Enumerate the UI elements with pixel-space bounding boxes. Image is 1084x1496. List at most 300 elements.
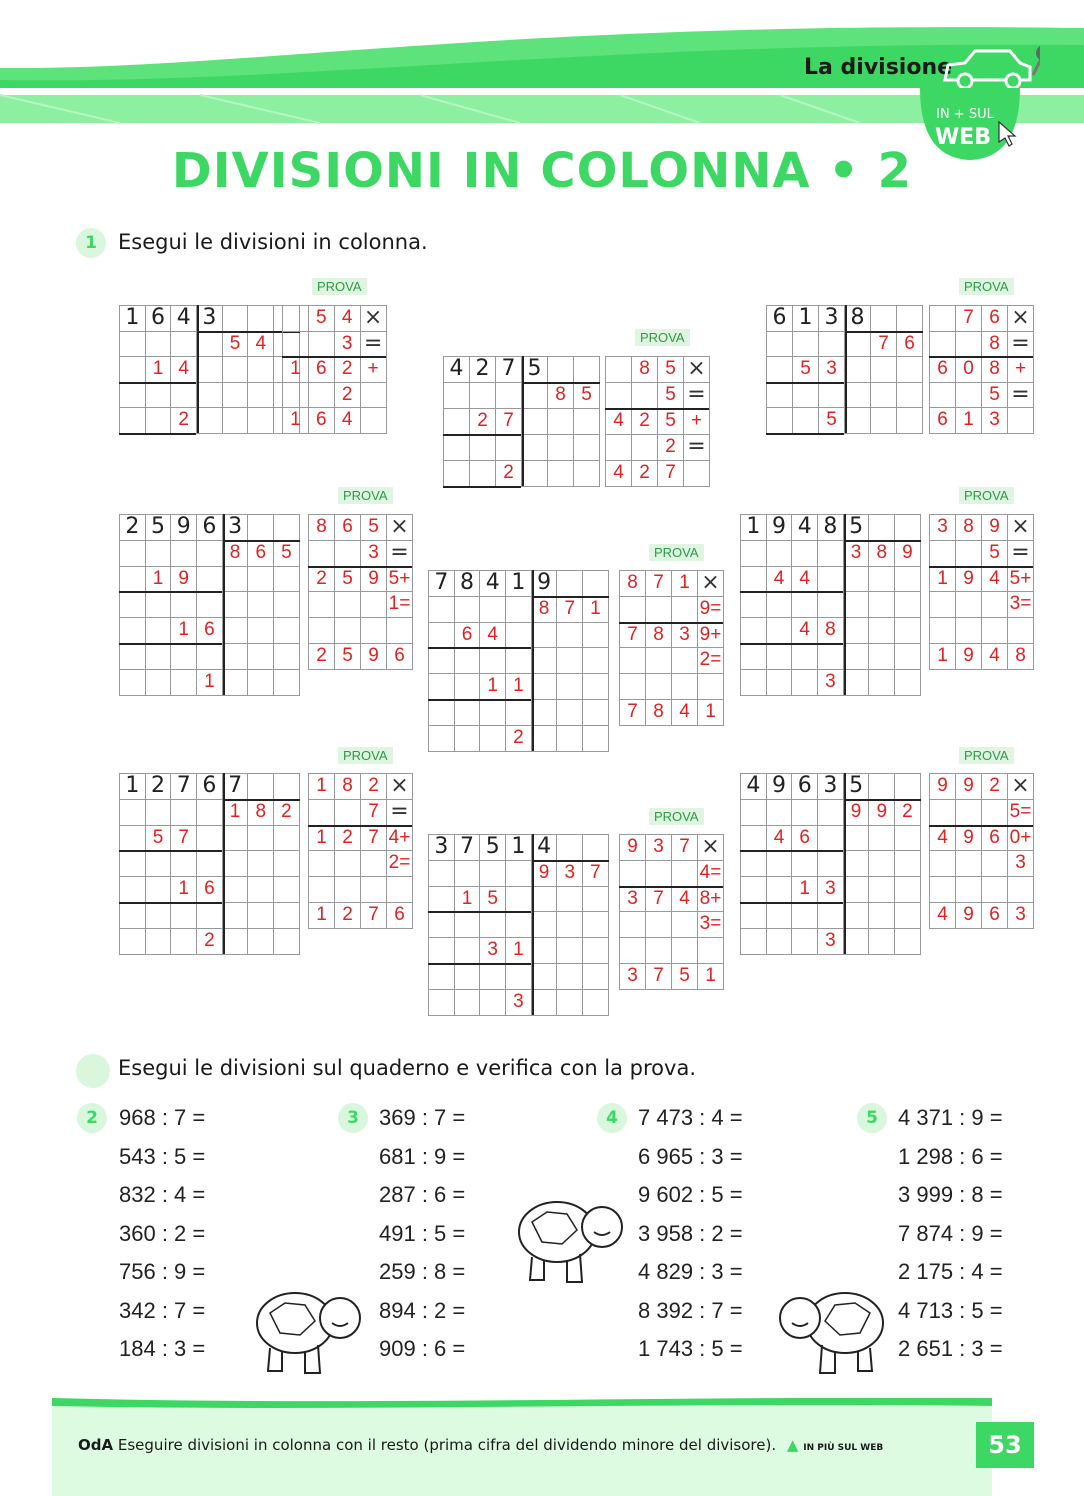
- step-cell[interactable]: [869, 618, 895, 644]
- dividend-cell[interactable]: 6: [146, 306, 172, 332]
- prova-cell[interactable]: [672, 861, 698, 887]
- prova-cell[interactable]: +: [1008, 357, 1034, 383]
- step-cell[interactable]: [197, 592, 223, 618]
- step-cell[interactable]: [455, 674, 481, 700]
- step-cell[interactable]: [792, 851, 818, 877]
- dividend-cell[interactable]: [583, 571, 609, 597]
- prova-cell[interactable]: [606, 357, 632, 383]
- prova-cell[interactable]: [335, 618, 361, 644]
- step-cell[interactable]: [532, 648, 558, 674]
- step-cell[interactable]: [429, 861, 455, 887]
- step-cell[interactable]: [455, 726, 481, 752]
- prova-cell[interactable]: 4: [335, 408, 361, 434]
- step-cell[interactable]: [455, 938, 481, 964]
- prova-cell[interactable]: [646, 648, 672, 674]
- prova-cell[interactable]: 6: [930, 357, 956, 383]
- prova-cell[interactable]: 5: [335, 644, 361, 670]
- step-cell[interactable]: [767, 851, 793, 877]
- dividend-cell[interactable]: 1: [120, 774, 146, 800]
- prova-cell[interactable]: [309, 592, 335, 618]
- step-cell[interactable]: [844, 877, 870, 903]
- step-cell[interactable]: 5: [480, 887, 506, 913]
- step-cell[interactable]: [871, 357, 897, 383]
- prova-cell[interactable]: 8: [956, 515, 982, 541]
- dividend-cell[interactable]: 2: [120, 515, 146, 541]
- prova-cell[interactable]: [646, 938, 672, 964]
- step-cell[interactable]: [895, 903, 921, 929]
- step-cell[interactable]: [897, 408, 923, 434]
- prova-cell[interactable]: [361, 408, 387, 434]
- prova-cell[interactable]: 6: [982, 306, 1008, 332]
- prova-cell[interactable]: 7: [361, 800, 387, 826]
- step-cell[interactable]: [197, 851, 223, 877]
- step-cell[interactable]: [248, 592, 274, 618]
- step-cell[interactable]: 1: [171, 618, 197, 644]
- step-cell[interactable]: [548, 435, 574, 461]
- step-cell[interactable]: [557, 726, 583, 752]
- step-cell[interactable]: [844, 618, 870, 644]
- prova-cell[interactable]: ×: [1008, 306, 1034, 332]
- step-cell[interactable]: [197, 644, 223, 670]
- step-cell[interactable]: [197, 903, 223, 929]
- step-cell[interactable]: 7: [557, 597, 583, 623]
- prova-cell[interactable]: 9: [361, 567, 387, 593]
- prova-cell[interactable]: 3: [672, 623, 698, 649]
- step-cell[interactable]: [895, 877, 921, 903]
- step-cell[interactable]: [557, 964, 583, 990]
- prova-cell[interactable]: [335, 851, 361, 877]
- step-cell[interactable]: [506, 623, 532, 649]
- prova-cell[interactable]: 7: [620, 700, 646, 726]
- step-cell[interactable]: 1: [197, 670, 223, 696]
- prova-cell[interactable]: =: [1008, 541, 1034, 567]
- dividend-cell[interactable]: 5: [146, 515, 172, 541]
- step-cell[interactable]: [429, 938, 455, 964]
- dividend-cell[interactable]: [895, 774, 921, 800]
- step-cell[interactable]: [522, 461, 548, 487]
- step-cell[interactable]: [223, 826, 249, 852]
- step-cell[interactable]: [583, 700, 609, 726]
- step-cell[interactable]: [429, 597, 455, 623]
- step-cell[interactable]: [895, 592, 921, 618]
- step-cell[interactable]: 5: [223, 332, 249, 358]
- prova-cell[interactable]: [335, 541, 361, 567]
- prova-cell[interactable]: 2: [335, 357, 361, 383]
- step-cell[interactable]: [819, 383, 845, 409]
- prova-cell[interactable]: [646, 861, 672, 887]
- step-cell[interactable]: [120, 826, 146, 852]
- prova-cell[interactable]: [956, 383, 982, 409]
- prova-cell[interactable]: [387, 618, 413, 644]
- dividend-cell[interactable]: 6: [197, 774, 223, 800]
- dividend-cell[interactable]: 1: [120, 306, 146, 332]
- dividend-cell[interactable]: 1: [506, 835, 532, 861]
- step-cell[interactable]: [522, 409, 548, 435]
- step-cell[interactable]: 5: [574, 383, 600, 409]
- step-cell[interactable]: 9: [844, 800, 870, 826]
- step-cell[interactable]: 2: [171, 408, 197, 434]
- step-cell[interactable]: [248, 826, 274, 852]
- step-cell[interactable]: [818, 541, 844, 567]
- step-cell[interactable]: [146, 851, 172, 877]
- step-cell[interactable]: 7: [871, 332, 897, 358]
- step-cell[interactable]: [844, 644, 870, 670]
- step-cell[interactable]: [583, 726, 609, 752]
- step-cell[interactable]: [574, 409, 600, 435]
- step-cell[interactable]: [792, 800, 818, 826]
- step-cell[interactable]: [197, 567, 223, 593]
- step-cell[interactable]: [869, 903, 895, 929]
- prova-cell[interactable]: [982, 851, 1008, 877]
- step-cell[interactable]: [470, 461, 496, 487]
- prova-cell[interactable]: [646, 674, 672, 700]
- prova-cell[interactable]: 7: [361, 903, 387, 929]
- step-cell[interactable]: [120, 644, 146, 670]
- step-cell[interactable]: [869, 877, 895, 903]
- dividend-cell[interactable]: 3: [223, 515, 249, 541]
- step-cell[interactable]: [274, 877, 300, 903]
- prova-cell[interactable]: [982, 800, 1008, 826]
- step-cell[interactable]: [223, 618, 249, 644]
- prova-cell[interactable]: [632, 383, 658, 409]
- prova-cell[interactable]: [283, 332, 309, 358]
- step-cell[interactable]: [223, 851, 249, 877]
- step-cell[interactable]: 8: [548, 383, 574, 409]
- step-cell[interactable]: [480, 990, 506, 1016]
- step-cell[interactable]: [506, 700, 532, 726]
- step-cell[interactable]: [248, 670, 274, 696]
- prova-cell[interactable]: =: [684, 383, 710, 409]
- prova-cell[interactable]: 9: [956, 903, 982, 929]
- prova-cell[interactable]: 2: [335, 383, 361, 409]
- step-cell[interactable]: [455, 990, 481, 1016]
- dividend-cell[interactable]: 1: [741, 515, 767, 541]
- step-cell[interactable]: [223, 644, 249, 670]
- step-cell[interactable]: [792, 670, 818, 696]
- step-cell[interactable]: [532, 990, 558, 1016]
- prova-cell[interactable]: ×: [698, 571, 724, 597]
- step-cell[interactable]: 4: [171, 357, 197, 383]
- prova-cell[interactable]: 2: [335, 903, 361, 929]
- step-cell[interactable]: [844, 826, 870, 852]
- step-cell[interactable]: [197, 800, 223, 826]
- prova-cell[interactable]: [956, 592, 982, 618]
- step-cell[interactable]: 1: [455, 887, 481, 913]
- prova-cell[interactable]: [698, 938, 724, 964]
- prova-cell[interactable]: [956, 332, 982, 358]
- prova-cell[interactable]: 9: [982, 515, 1008, 541]
- dividend-cell[interactable]: 4: [171, 306, 197, 332]
- step-cell[interactable]: [444, 383, 470, 409]
- step-cell[interactable]: [223, 670, 249, 696]
- prova-cell[interactable]: 5=: [1008, 800, 1034, 826]
- prova-cell[interactable]: [930, 592, 956, 618]
- prova-cell[interactable]: 2: [309, 567, 335, 593]
- dividend-cell[interactable]: [248, 515, 274, 541]
- step-cell[interactable]: [455, 912, 481, 938]
- dividend-cell[interactable]: 6: [767, 306, 793, 332]
- step-cell[interactable]: [522, 435, 548, 461]
- step-cell[interactable]: [897, 357, 923, 383]
- prova-cell[interactable]: 6: [335, 515, 361, 541]
- step-cell[interactable]: [792, 929, 818, 955]
- step-cell[interactable]: 5: [274, 541, 300, 567]
- step-cell[interactable]: 2: [496, 461, 522, 487]
- dividend-cell[interactable]: 7: [455, 835, 481, 861]
- step-cell[interactable]: [197, 541, 223, 567]
- prova-cell[interactable]: [672, 674, 698, 700]
- prova-cell[interactable]: [956, 877, 982, 903]
- step-cell[interactable]: [818, 567, 844, 593]
- prova-cell[interactable]: 8: [620, 571, 646, 597]
- step-cell[interactable]: 4: [767, 826, 793, 852]
- step-cell[interactable]: [171, 670, 197, 696]
- prova-cell[interactable]: 2: [982, 774, 1008, 800]
- prova-cell[interactable]: 7: [620, 623, 646, 649]
- step-cell[interactable]: [120, 592, 146, 618]
- dividend-cell[interactable]: 3: [429, 835, 455, 861]
- prova-cell[interactable]: 7: [361, 826, 387, 852]
- step-cell[interactable]: [741, 592, 767, 618]
- step-cell[interactable]: [895, 929, 921, 955]
- prova-cell[interactable]: 3=: [698, 912, 724, 938]
- step-cell[interactable]: 6: [897, 332, 923, 358]
- prova-cell[interactable]: [672, 912, 698, 938]
- prova-cell[interactable]: ×: [1008, 774, 1034, 800]
- prova-cell[interactable]: 7: [646, 964, 672, 990]
- step-cell[interactable]: 1: [583, 597, 609, 623]
- step-cell[interactable]: [506, 597, 532, 623]
- prova-cell[interactable]: [684, 461, 710, 487]
- step-cell[interactable]: [274, 644, 300, 670]
- step-cell[interactable]: [574, 435, 600, 461]
- prova-cell[interactable]: [620, 674, 646, 700]
- prova-cell[interactable]: 5: [982, 541, 1008, 567]
- prova-cell[interactable]: 4+: [387, 826, 413, 852]
- step-cell[interactable]: [871, 383, 897, 409]
- prova-cell[interactable]: 8: [982, 332, 1008, 358]
- prova-cell[interactable]: 8: [646, 623, 672, 649]
- step-cell[interactable]: [583, 912, 609, 938]
- prova-cell[interactable]: +: [361, 357, 387, 383]
- step-cell[interactable]: [532, 674, 558, 700]
- step-cell[interactable]: [532, 912, 558, 938]
- dividend-cell[interactable]: [583, 835, 609, 861]
- prova-cell[interactable]: 8: [646, 700, 672, 726]
- step-cell[interactable]: [767, 877, 793, 903]
- dividend-cell[interactable]: 8: [455, 571, 481, 597]
- dividend-cell[interactable]: [548, 357, 574, 383]
- prova-cell[interactable]: [1008, 408, 1034, 434]
- dividend-cell[interactable]: [895, 515, 921, 541]
- step-cell[interactable]: [480, 597, 506, 623]
- prova-cell[interactable]: 1: [283, 408, 309, 434]
- step-cell[interactable]: [146, 903, 172, 929]
- step-cell[interactable]: [506, 648, 532, 674]
- step-cell[interactable]: [146, 592, 172, 618]
- dividend-cell[interactable]: [274, 515, 300, 541]
- prova-cell[interactable]: [620, 938, 646, 964]
- prova-cell[interactable]: [335, 877, 361, 903]
- prova-cell[interactable]: ×: [387, 515, 413, 541]
- dividend-cell[interactable]: 3: [197, 306, 223, 332]
- step-cell[interactable]: [845, 383, 871, 409]
- step-cell[interactable]: [869, 644, 895, 670]
- step-cell[interactable]: [819, 332, 845, 358]
- step-cell[interactable]: [480, 700, 506, 726]
- step-cell[interactable]: [557, 648, 583, 674]
- step-cell[interactable]: 6: [197, 618, 223, 644]
- step-cell[interactable]: [197, 357, 223, 383]
- prova-cell[interactable]: [361, 383, 387, 409]
- dividend-cell[interactable]: [248, 774, 274, 800]
- step-cell[interactable]: [274, 826, 300, 852]
- prova-cell[interactable]: [387, 877, 413, 903]
- step-cell[interactable]: [480, 912, 506, 938]
- dividend-cell[interactable]: [897, 306, 923, 332]
- prova-cell[interactable]: [620, 861, 646, 887]
- step-cell[interactable]: 4: [248, 332, 274, 358]
- prova-cell[interactable]: [606, 383, 632, 409]
- prova-cell[interactable]: 6: [387, 903, 413, 929]
- step-cell[interactable]: 9: [532, 861, 558, 887]
- step-cell[interactable]: [574, 461, 600, 487]
- prova-cell[interactable]: 3: [646, 835, 672, 861]
- prova-cell[interactable]: 3: [1008, 851, 1034, 877]
- step-cell[interactable]: [844, 592, 870, 618]
- step-cell[interactable]: [767, 592, 793, 618]
- prova-cell[interactable]: ×: [387, 774, 413, 800]
- prova-cell[interactable]: [672, 648, 698, 674]
- step-cell[interactable]: [818, 851, 844, 877]
- prova-cell[interactable]: 2: [361, 774, 387, 800]
- step-cell[interactable]: [248, 567, 274, 593]
- step-cell[interactable]: [455, 597, 481, 623]
- step-cell[interactable]: 3: [480, 938, 506, 964]
- step-cell[interactable]: [146, 408, 172, 434]
- step-cell[interactable]: [248, 903, 274, 929]
- step-cell[interactable]: 3: [818, 670, 844, 696]
- prova-cell[interactable]: [930, 851, 956, 877]
- step-cell[interactable]: 4: [792, 618, 818, 644]
- step-cell[interactable]: [895, 567, 921, 593]
- dividend-cell[interactable]: 7: [429, 571, 455, 597]
- step-cell[interactable]: [741, 670, 767, 696]
- prova-cell[interactable]: =: [1008, 332, 1034, 358]
- prova-cell[interactable]: 4: [335, 306, 361, 332]
- step-cell[interactable]: [171, 903, 197, 929]
- step-cell[interactable]: [583, 674, 609, 700]
- step-cell[interactable]: [583, 623, 609, 649]
- step-cell[interactable]: [793, 383, 819, 409]
- step-cell[interactable]: [455, 964, 481, 990]
- prova-cell[interactable]: 5: [658, 357, 684, 383]
- step-cell[interactable]: [274, 929, 300, 955]
- prova-cell[interactable]: [309, 383, 335, 409]
- step-cell[interactable]: 6: [197, 877, 223, 903]
- step-cell[interactable]: 1: [171, 877, 197, 903]
- dividend-cell[interactable]: 7: [223, 774, 249, 800]
- step-cell[interactable]: [557, 674, 583, 700]
- prova-cell[interactable]: =: [387, 800, 413, 826]
- prova-cell[interactable]: 1: [956, 408, 982, 434]
- prova-cell[interactable]: 2: [658, 435, 684, 461]
- prova-cell[interactable]: [309, 332, 335, 358]
- prova-cell[interactable]: 7: [956, 306, 982, 332]
- step-cell[interactable]: [223, 383, 249, 409]
- step-cell[interactable]: [844, 929, 870, 955]
- step-cell[interactable]: [171, 383, 197, 409]
- step-cell[interactable]: [429, 990, 455, 1016]
- step-cell[interactable]: [741, 800, 767, 826]
- step-cell[interactable]: [741, 644, 767, 670]
- prova-cell[interactable]: [982, 618, 1008, 644]
- step-cell[interactable]: [274, 903, 300, 929]
- prova-cell[interactable]: 1=: [387, 592, 413, 618]
- step-cell[interactable]: [223, 592, 249, 618]
- step-cell[interactable]: [444, 435, 470, 461]
- step-cell[interactable]: 8: [818, 618, 844, 644]
- step-cell[interactable]: 1: [480, 674, 506, 700]
- step-cell[interactable]: [532, 700, 558, 726]
- step-cell[interactable]: [120, 851, 146, 877]
- prova-cell[interactable]: 1: [283, 357, 309, 383]
- prova-cell[interactable]: 3=: [1008, 592, 1034, 618]
- step-cell[interactable]: [248, 877, 274, 903]
- step-cell[interactable]: [895, 670, 921, 696]
- step-cell[interactable]: [197, 826, 223, 852]
- step-cell[interactable]: 4: [767, 567, 793, 593]
- dividend-cell[interactable]: 1: [793, 306, 819, 332]
- step-cell[interactable]: [767, 357, 793, 383]
- step-cell[interactable]: [895, 826, 921, 852]
- step-cell[interactable]: [548, 409, 574, 435]
- step-cell[interactable]: [429, 648, 455, 674]
- step-cell[interactable]: [248, 644, 274, 670]
- step-cell[interactable]: 2: [274, 800, 300, 826]
- step-cell[interactable]: 6: [792, 826, 818, 852]
- step-cell[interactable]: [767, 408, 793, 434]
- step-cell[interactable]: 9: [869, 800, 895, 826]
- step-cell[interactable]: 5: [793, 357, 819, 383]
- step-cell[interactable]: [120, 618, 146, 644]
- dividend-cell[interactable]: [223, 306, 249, 332]
- step-cell[interactable]: [455, 700, 481, 726]
- step-cell[interactable]: 8: [248, 800, 274, 826]
- step-cell[interactable]: [844, 903, 870, 929]
- prova-cell[interactable]: 2: [632, 461, 658, 487]
- step-cell[interactable]: [274, 592, 300, 618]
- step-cell[interactable]: [895, 618, 921, 644]
- prova-cell[interactable]: 2: [335, 826, 361, 852]
- step-cell[interactable]: [792, 541, 818, 567]
- dividend-cell[interactable]: [871, 306, 897, 332]
- step-cell[interactable]: 1: [223, 800, 249, 826]
- step-cell[interactable]: [557, 990, 583, 1016]
- step-cell[interactable]: [223, 408, 249, 434]
- prova-cell[interactable]: 3: [620, 964, 646, 990]
- prova-cell[interactable]: 1: [672, 571, 698, 597]
- step-cell[interactable]: [120, 408, 146, 434]
- step-cell[interactable]: 2: [895, 800, 921, 826]
- prova-cell[interactable]: 6: [982, 826, 1008, 852]
- step-cell[interactable]: [455, 861, 481, 887]
- step-cell[interactable]: 6: [248, 541, 274, 567]
- step-cell[interactable]: [845, 332, 871, 358]
- step-cell[interactable]: [480, 648, 506, 674]
- prova-cell[interactable]: 7: [658, 461, 684, 487]
- prova-cell[interactable]: 5+: [387, 567, 413, 593]
